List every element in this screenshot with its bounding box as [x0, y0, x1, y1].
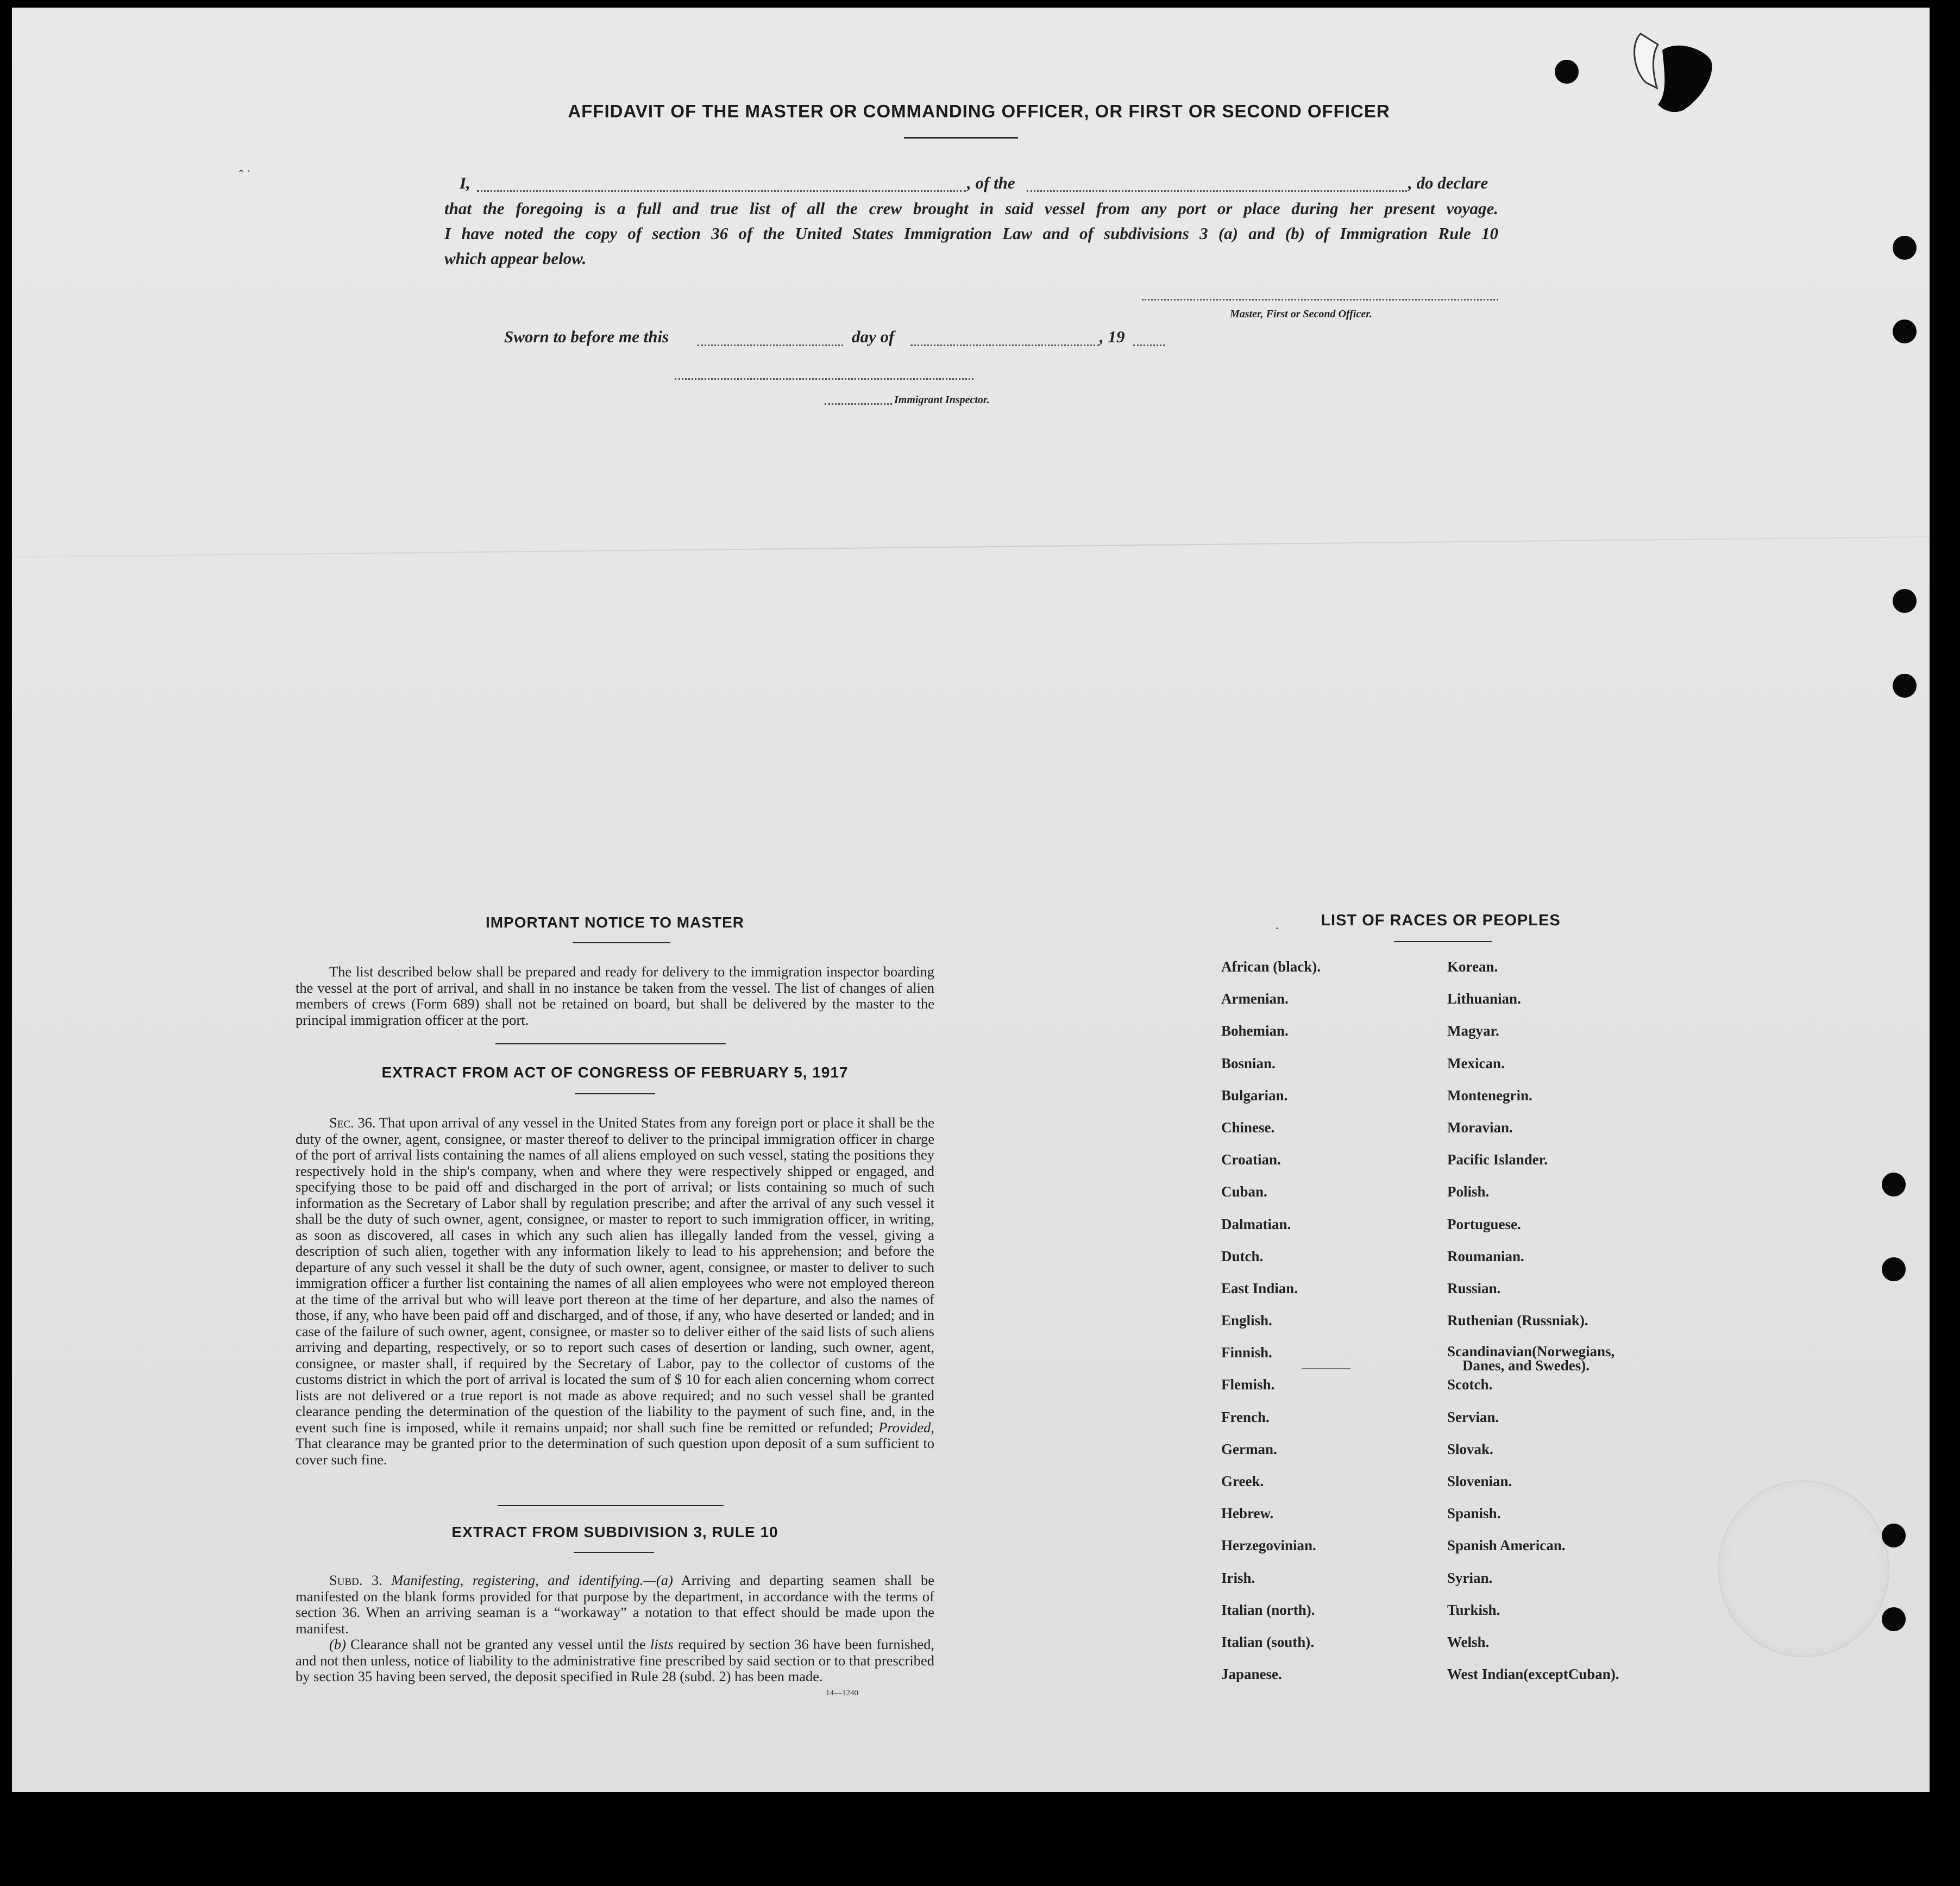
rule-divider	[574, 1552, 654, 1553]
punch-hole-icon	[1882, 1257, 1906, 1281]
race-item: West Indian(exceptCuban).	[1447, 1666, 1619, 1683]
race-item: Spanish.	[1447, 1505, 1501, 1522]
sworn-label: Sworn to before me this	[504, 327, 669, 346]
races-divider	[1394, 941, 1492, 942]
act-text-2: That clearance may be granted prior to the determination of such question upon deposit of a sum sufficient to cover such fine.	[296, 1435, 934, 1468]
signature-caption: Master, First or Second Officer.	[1230, 308, 1372, 320]
rule-paragraph	[296, 1572, 934, 1685]
race-item: Cuban.	[1221, 1183, 1267, 1200]
race-item: Slovenian.	[1447, 1473, 1512, 1489]
notice-paragraph	[296, 964, 934, 1028]
race-item: Dalmatian.	[1221, 1215, 1291, 1232]
race-item: Portuguese.	[1447, 1215, 1521, 1232]
race-item: Irish.	[1221, 1569, 1255, 1586]
document-page	[12, 8, 1930, 1792]
rule-text-b2: required by section 36 have been furnished, and not then unless, notice of liability to the administrative fine prescribed by said section or to that prescribed by section 35 having been served, the deposit specified in Rule 28 (subd. 2) has been made.	[296, 1636, 935, 1684]
race-item: Finnish.	[1221, 1344, 1272, 1361]
stray-mark: ˆ ˈ	[239, 168, 251, 183]
month-blank[interactable]	[910, 344, 1100, 346]
punch-hole-icon	[1893, 589, 1917, 613]
notice-title: IMPORTANT NOTICE TO MASTER	[485, 914, 745, 931]
vessel-blank[interactable]	[1027, 190, 1407, 192]
race-item	[1447, 1344, 1619, 1376]
affidavit-line-2: that the foregoing is a full and true list of all the crew brought in said vessel from any port or place during her present voyage.	[444, 199, 1498, 218]
race-item: Greek.	[1221, 1473, 1264, 1489]
act-text-1: That upon arrival of any vessel in the United States from any foreign port or place it shall be the duty of the owner, agent, consignee, or master thereof to deliver to the principal immigration officer in charge of the port of arrival lists containing the names of all aliens employed on such vessel, stating the positions they respectively hold in the ship's company, when and where they were respectively shipped or engaged, and specifying those to be paid off and discharged in the port of arrival; or lists containing so much of such information as the Secretary of Labor shall by regulation prescribe; and after the arrival of any such vessel it shall be the duty of such owner, agent, consignee, or master to report to such immigration officer, in writing, as soon as discovered, all cases in which any such alien has illegally landed from the vessel, giving a description of such alien, together with any information likely to lead to his apprehension; and before the departure of any such vessel it shall be the duty of such owner, agent, consignee, or master to deliver to such immigration officer a further list containing the names of all alien employees who were not employed thereon at the time of the arrival but who will leave port thereon at the time of her departure, and also the names of those, if any, who have been paid off and discharged, and of those, if any, who have deserted or landed; and in case of the failure of such owner, agent, consignee, or master so to deliver either of the said lists of such aliens arriving and departing, respectively, or so to report such cases of desertion or landing, such owner, agent, consignee, or master shall, if required by the Secretary of Labor, pay to the collector of customs of the customs district in which the port of arrival is located the sum of $ 10 for each alien concerning whom correct lists are not delivered or a true report is not made as above required; and no such vessel shall be granted clearance pending the determination of the question of the liability to the payment of such fine, and, in the event such fine is imposed, while it remains unpaid; nor shall such fine be remitted or refunded;	[296, 1114, 934, 1436]
race-item: East Indian.	[1221, 1280, 1298, 1296]
race-item: Montenegrin.	[1447, 1087, 1532, 1104]
race-item: Herzegovinian.	[1221, 1537, 1316, 1554]
race-item: Bohemian.	[1221, 1023, 1289, 1039]
race-item: English.	[1221, 1312, 1272, 1329]
race-item: Pacific Islander.	[1447, 1151, 1548, 1168]
punch-hole-icon	[1893, 674, 1917, 698]
race-item: Polish.	[1447, 1183, 1490, 1200]
rule-text-b1: Clearance shall not be granted any vessel until the	[350, 1636, 646, 1652]
affidavit-of-the-label: , of the	[967, 173, 1015, 192]
act-title: EXTRACT FROM ACT OF CONGRESS OF FEBRUARY 5, 1917	[381, 1064, 849, 1081]
race-item: Turkish.	[1447, 1601, 1500, 1618]
race-item: Chinese.	[1221, 1119, 1275, 1136]
punch-hole-icon	[1555, 60, 1579, 84]
subd-label: Subd. 3.	[329, 1572, 382, 1588]
races-right-column	[1447, 958, 1619, 1698]
punch-hole-icon	[1893, 236, 1917, 260]
act-paragraph	[296, 1115, 934, 1468]
race-item: Magyar.	[1447, 1023, 1499, 1039]
sec-label: Sec. 36.	[329, 1114, 376, 1131]
form-number: 14—1240	[826, 1689, 858, 1697]
race-item: Flemish.	[1221, 1376, 1275, 1393]
affidavit-declare-label: , do declare	[1408, 173, 1488, 192]
year-label: , 19	[1100, 327, 1125, 346]
race-item: German.	[1221, 1440, 1277, 1457]
stray-mark: .	[1276, 918, 1279, 932]
notice-text: The list described below shall be prepared and ready for delivery to the immigration inspector boarding the vessel at the port of arrival, and shall in no instance be taken from the vessel. The list of changes of alien members of crews (Form 689) shall not be retained on board, but shall be delivered by the master to the principal immigration officer at the port.	[296, 963, 934, 1028]
day-of-label: day of	[852, 327, 895, 346]
race-item: Croatian.	[1221, 1151, 1281, 1168]
race-item: Hebrew.	[1221, 1505, 1274, 1522]
signature-blank[interactable]	[1142, 299, 1498, 300]
embossed-seal	[1718, 1480, 1889, 1657]
race-item: Moravian.	[1447, 1119, 1513, 1136]
rule-text-a: Arriving and departing seamen shall be manifested on the blank forms provided for that purpose by the department, in accordance with the terms of section 36. When an arriving seaman is a “workaway” a notation to that effect should be made upon the manifest.	[296, 1572, 935, 1637]
b-label: (b)	[329, 1636, 346, 1652]
notice-divider	[573, 942, 670, 943]
race-item: Bosnian.	[1221, 1055, 1276, 1072]
race-item: Italian (south).	[1221, 1633, 1315, 1650]
races-title: LIST OF RACES OR PEOPLES	[1321, 912, 1561, 929]
section-divider	[495, 1043, 726, 1044]
punch-hole-icon	[1882, 1173, 1906, 1196]
inspector-name-blank[interactable]	[825, 403, 892, 405]
stray-line	[1302, 1368, 1350, 1369]
race-item: French.	[1221, 1408, 1270, 1425]
race-item: Armenian.	[1221, 991, 1289, 1007]
race-item: Syrian.	[1447, 1569, 1493, 1586]
torn-corner-icon	[1624, 28, 1717, 123]
day-blank[interactable]	[698, 344, 843, 346]
name-blank[interactable]	[477, 190, 966, 192]
race-item: Spanish American.	[1447, 1537, 1566, 1554]
races-left-column	[1221, 958, 1321, 1698]
affidavit-line-3: I have noted the copy of section 36 of the United States Immigration Law and of subdivisions 3 (a) and (b) of Immigration Rule 10	[444, 224, 1498, 243]
race-item: Ruthenian (Russniak).	[1447, 1312, 1588, 1329]
race-item-line: Scandinavian(Norwegians,	[1447, 1343, 1615, 1360]
lists-word: lists	[650, 1636, 674, 1652]
race-item: Slovak.	[1447, 1440, 1493, 1457]
race-item: Scotch.	[1447, 1376, 1493, 1393]
affidavit-title: AFFIDAVIT OF THE MASTER OR COMMANDING OFFICER, OR FIRST OR SECOND OFFICER	[568, 101, 1390, 121]
race-item: Italian (north).	[1221, 1601, 1315, 1618]
act-divider	[575, 1093, 655, 1094]
title-divider	[904, 137, 1018, 139]
race-item: Japanese.	[1221, 1666, 1282, 1683]
year-blank[interactable]	[1133, 344, 1165, 346]
race-item: Welsh.	[1447, 1633, 1490, 1650]
affidavit-i-label: I,	[460, 173, 470, 192]
race-item: Servian.	[1447, 1408, 1499, 1425]
race-item-line: Danes, and Swedes).	[1462, 1357, 1590, 1374]
race-item: Russian.	[1447, 1280, 1501, 1296]
rule-title: EXTRACT FROM SUBDIVISION 3, RULE 10	[451, 1524, 778, 1540]
race-item: Lithuanian.	[1447, 991, 1521, 1007]
inspector-caption: Immigrant Inspector.	[894, 394, 990, 406]
provided-label: Provided,	[878, 1419, 935, 1436]
race-item: African (black).	[1221, 958, 1321, 975]
race-item: Roumanian.	[1447, 1248, 1524, 1264]
race-item: Korean.	[1447, 958, 1498, 975]
affidavit-line-4: which appear below.	[444, 249, 587, 268]
race-item: Bulgarian.	[1221, 1087, 1288, 1104]
race-item: Mexican.	[1447, 1055, 1505, 1072]
section-divider	[498, 1505, 724, 1506]
inspector-signature-blank[interactable]	[675, 378, 973, 380]
punch-hole-icon	[1882, 1607, 1906, 1631]
punch-hole-icon	[1893, 319, 1917, 343]
paper-crease	[12, 536, 1930, 557]
race-item: Dutch.	[1221, 1248, 1264, 1264]
rule-heading-italic: Manifesting, registering, and identifying.—(a)	[391, 1572, 673, 1588]
